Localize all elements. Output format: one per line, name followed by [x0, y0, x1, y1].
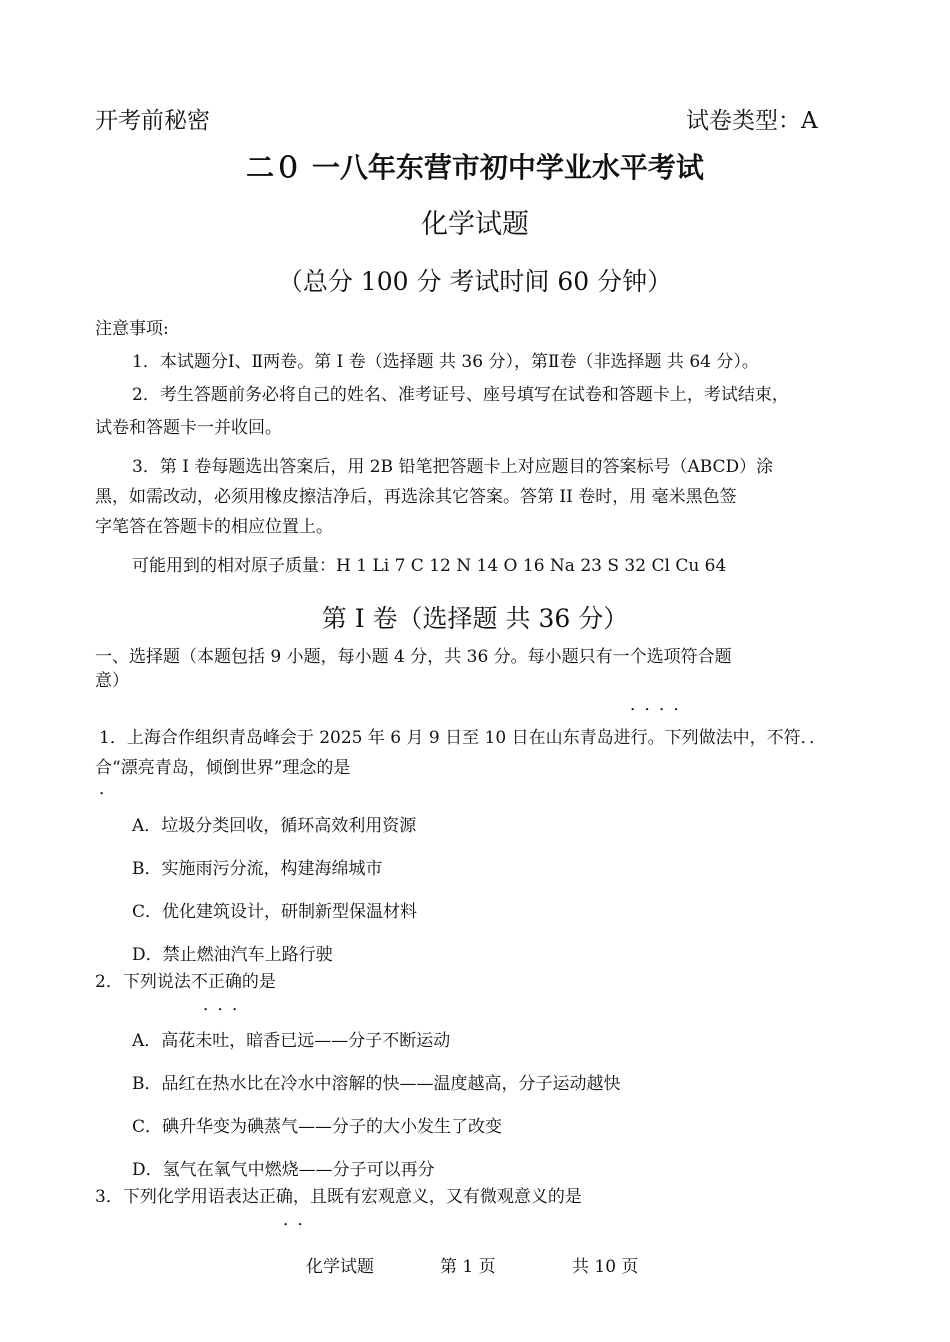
exam-info: （总分 100 分 考试时间 60 分钟）: [277, 267, 673, 296]
notice-item-1: 1．本试题分Ⅰ、Ⅱ两卷。第 Ⅰ 卷（选择题 共 36 分），第Ⅱ卷（非选择题 共 64 分）。: [132, 352, 759, 372]
footer-subject: 化学试题: [306, 1257, 374, 1277]
question-1-option-d: D．禁止燃油汽车上路行驶: [132, 945, 333, 965]
header-paper-type: 试卷类型：A: [686, 108, 818, 134]
section-1-title: 第 Ⅰ 卷（选择题 共 36 分）: [321, 604, 629, 633]
emphasis-dots: ．．: [283, 1210, 321, 1230]
notice-item-2-line-2: 试卷和答题卡一并收回。: [95, 418, 282, 438]
question-1-option-b: B．实施雨污分流，构建海绵城市: [132, 859, 383, 879]
header-secret: 开考前秘密: [95, 108, 210, 134]
notice-heading: 注意事项:: [95, 319, 169, 339]
question-1-stem-line-2: 合“漂亮青岛，倾倒世界”理念的是: [95, 758, 351, 778]
notice-item-3-line-2: 黑，如需改动，必须用橡皮擦洁净后，再选涂其它答案。答第 II 卷时，用 毫米黑色签: [95, 487, 737, 507]
emphasis-dot: ．: [99, 779, 116, 799]
section-1-instructions-line-1: 一、选择题（本题包括 9 小题，每小题 4 分，共 36 分。每小题只有一个选项符合题: [95, 647, 732, 667]
notice-item-3-line-3: 字笔答在答题卡的相应位置上。: [95, 517, 333, 537]
footer-page-number: 第 1 页: [440, 1257, 496, 1277]
question-2-option-a: A．高花未吐，暗香已远——分子不断运动: [132, 1031, 451, 1051]
question-2-stem: 2．下列说法不正确的是: [95, 972, 276, 992]
emphasis-dots: ．．．: [203, 995, 255, 1015]
question-1-option-c: C．优化建筑设计，研制新型保温材料: [132, 902, 418, 922]
notice-item-2-line-1: 2．考生答题前务必将自己的姓名、准考证号、座号填写在试卷和答题卡上，考试结束，: [132, 385, 789, 405]
question-1-stem-line-1: 1．上海合作组织青岛峰会于 2025 年 6 月 9 日至 10 日在山东青岛进行。下列做法中，不符．．: [99, 728, 827, 748]
exam-title: 二０ 一八年东营市初中学业水平考试: [246, 151, 704, 184]
question-2-option-c: C．碘升华变为碘蒸气——分子的大小发生了改变: [132, 1117, 503, 1137]
notice-item-3-line-1: 3．第 Ⅰ 卷每题选出答案后，用 2B 铅笔把答题卡上对应题目的答案标号（ABCD）涂: [132, 457, 774, 477]
question-1-option-a: A．垃圾分类回收，循环高效利用资源: [132, 816, 417, 836]
section-1-instructions-line-2: 意）: [95, 671, 129, 691]
footer-total-pages: 共 10 页: [572, 1257, 639, 1277]
atomic-masses: 可能用到的相对原子质量：H 1 Li 7 C 12 N 14 O 16 Na 23 S 32 Cl Cu 64: [132, 556, 727, 576]
question-2-option-b: B．品红在热水比在冷水中溶解的快——温度越高，分子运动越快: [132, 1074, 621, 1094]
question-3-stem: 3．下列化学用语表达正确，且既有宏观意义，又有微观意义的是: [95, 1187, 582, 1207]
emphasis-dots: ．．．．: [630, 695, 697, 715]
subject-title: 化学试题: [421, 209, 529, 240]
question-2-option-d: D．氢气在氧气中燃烧——分子可以再分: [132, 1160, 435, 1180]
